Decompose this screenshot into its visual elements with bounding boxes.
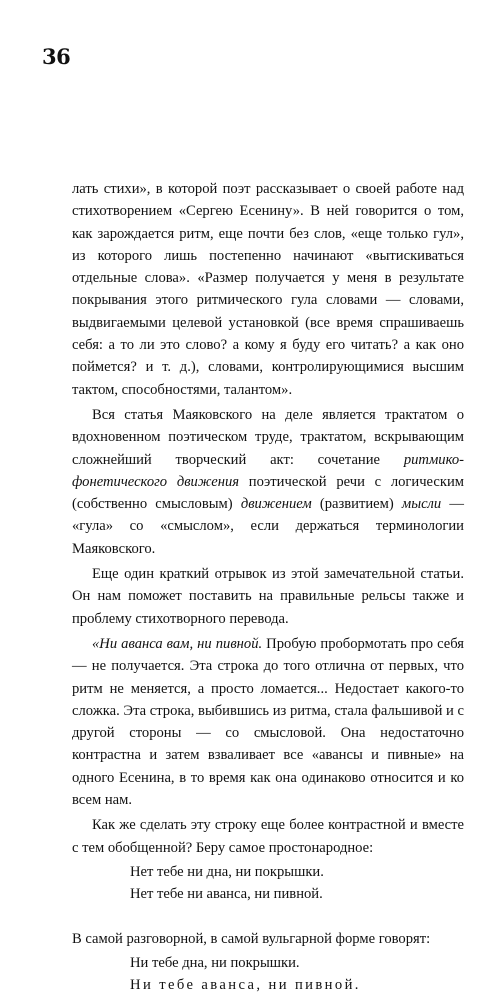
verse-1-line-2: Нет тебе ни аванса, ни пивной. <box>130 886 323 903</box>
paragraph-4 <box>72 633 464 811</box>
paragraph-2-emphasis-3: мысли <box>401 496 442 513</box>
page-number: 36 <box>42 44 71 69</box>
verse-2-line-1: Ни тебе дна, ни покрышки. <box>130 954 300 971</box>
verse-2-line-2: Ни тебе аванса, ни пивной. <box>130 977 361 994</box>
paragraph-5: Как же сделать эту строку еще более контрастной и вместе с тем обобщенной? Беру самое простонародное: <box>72 817 464 856</box>
verse-block-1 <box>130 861 464 906</box>
paragraph-2-text-c: (развитием) <box>311 496 402 513</box>
paragraph-6: В самой разговорной, в самой вульгарной форме говорят: <box>72 930 431 947</box>
verse-1-line-1: Нет тебе ни дна, ни покрышки. <box>130 863 324 880</box>
paragraph-2 <box>72 404 464 560</box>
paragraph-2-text-b: поэтической речи с логическим (собственно смысловым) <box>72 473 464 513</box>
paragraph-2-emphasis-2: движением <box>240 496 312 513</box>
paragraph-3: Еще один краткий отрывок из этой замечательной статьи. Он нам поможет поставить на правильные рельсы также и проблему стихотворного перевода. <box>72 566 464 627</box>
page-body <box>72 178 464 996</box>
spacer <box>72 906 464 928</box>
paragraph-2-text-a: Вся статья Маяковского на деле является трактатом о вдохновенном поэтическом труде, трактатом, вскрывающим сложнейший творческий акт: сочетание <box>72 406 464 468</box>
paragraph-1: лать стихи», в которой поэт рассказывает о своей работе над стихотворением «Сергею Есенину». В ней говорится о том, как зарождается ритм, еще почти без слов, «еще только гул», из которого лишь постепенно начинают «вытискиваться отдельные слова». «Размер получается у меня в результате покрывания этого ритмического гула словами — словами, выдвигаемыми целевой установкой (все время спрашиваешь себя: а то ли это слово? а кому я буду его читать? а как оно поймется? и т. д.), словами, контролирующимися высшим тактом, способностями, талантом». <box>72 181 464 398</box>
paragraph-2-emphasis-1: ритмико-фонетического движения <box>72 451 464 490</box>
verse-block-2 <box>130 952 464 996</box>
paragraph-2-text-d: — «гула» со «смыслом», если держаться терминологии Маяковского. <box>72 496 464 557</box>
paragraph-4-quote: «Ни аванса вам, ни пивной. <box>92 635 263 652</box>
paragraph-4-text: Пробую пробормотать про себя — не получается. Эта строка до того отлична от первых, что ритм не меняется, а просто ломается... Недостает какого-то сложка. Эта строка, выбившись из ритма, стала фальшивой и с другой стороны — со смысловой. Она недостаточно контрастна и затем взваливает все «авансы и пивные» на одного Есенина, в то время как она одинаково относится и ко всем нам. <box>72 635 464 809</box>
